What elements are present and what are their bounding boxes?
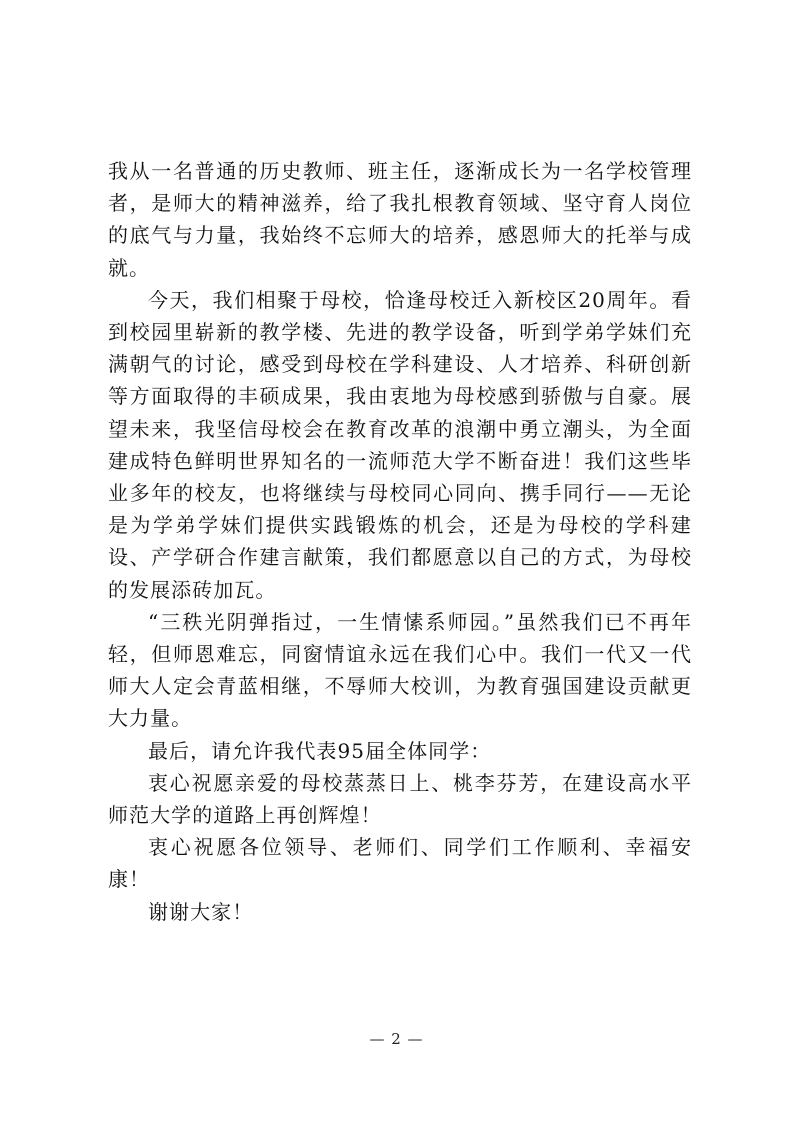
paragraph-6: 衷心祝愿各位领导、老师们、同学们工作顺利、幸福安康！ [108, 835, 692, 892]
paragraph-3: “三秩光阴弹指过，一生情愫系师园。”虽然我们已不再年轻，但师恩难忘，同窗情谊永远在我们心中。我们一代又一代师大人定会青蓝相继，不辱师大校训，为教育强国建设贡献更大力量。 [108, 609, 692, 731]
page-number: — 2 — [369, 1030, 424, 1048]
body-text [108, 155, 692, 928]
paragraph-4: 最后，请允许我代表95届全体同学： [148, 738, 492, 763]
paragraph-7: 谢谢大家！ [148, 899, 254, 924]
paragraph-1: 我从一名普通的历史教师、班主任，逐渐成长为一名学校管理者，是师大的精神滋养，给了我扎根教育领域、坚守育人岗位的底气与力量，我始终不忘师大的培养，感恩师大的托举与成就。 [108, 159, 692, 280]
paragraph-2: 今天，我们相聚于母校，恰逢母校迁入新校区20周年。看到校园里崭新的教学楼、先进的教学设备，听到学弟学妹们充满朝气的讨论，感受到母校在学科建设、人才培养、科研创新等方面取得的丰硕成果，我由衷地为母校感到骄傲与自豪。展望未来，我坚信母校会在教育改革的浪潮中勇立潮头，为全面建成特色鲜明世界知名的一流师范大学不断奋进！我们这些毕业多年的校友，也将继续与母校同心同向、携手同行——无论是为学弟学妹们提供实践锻炼的机会，还是为母校的学科建设、产学研合作建言献策，我们都愿意以自己的方式，为母校的发展添砖加瓦。 [108, 287, 692, 602]
paragraph-5: 衷心祝愿亲爱的母校蒸蒸日上、桃李芬芳，在建设高水平师范大学的道路上再创辉煌！ [108, 770, 692, 828]
